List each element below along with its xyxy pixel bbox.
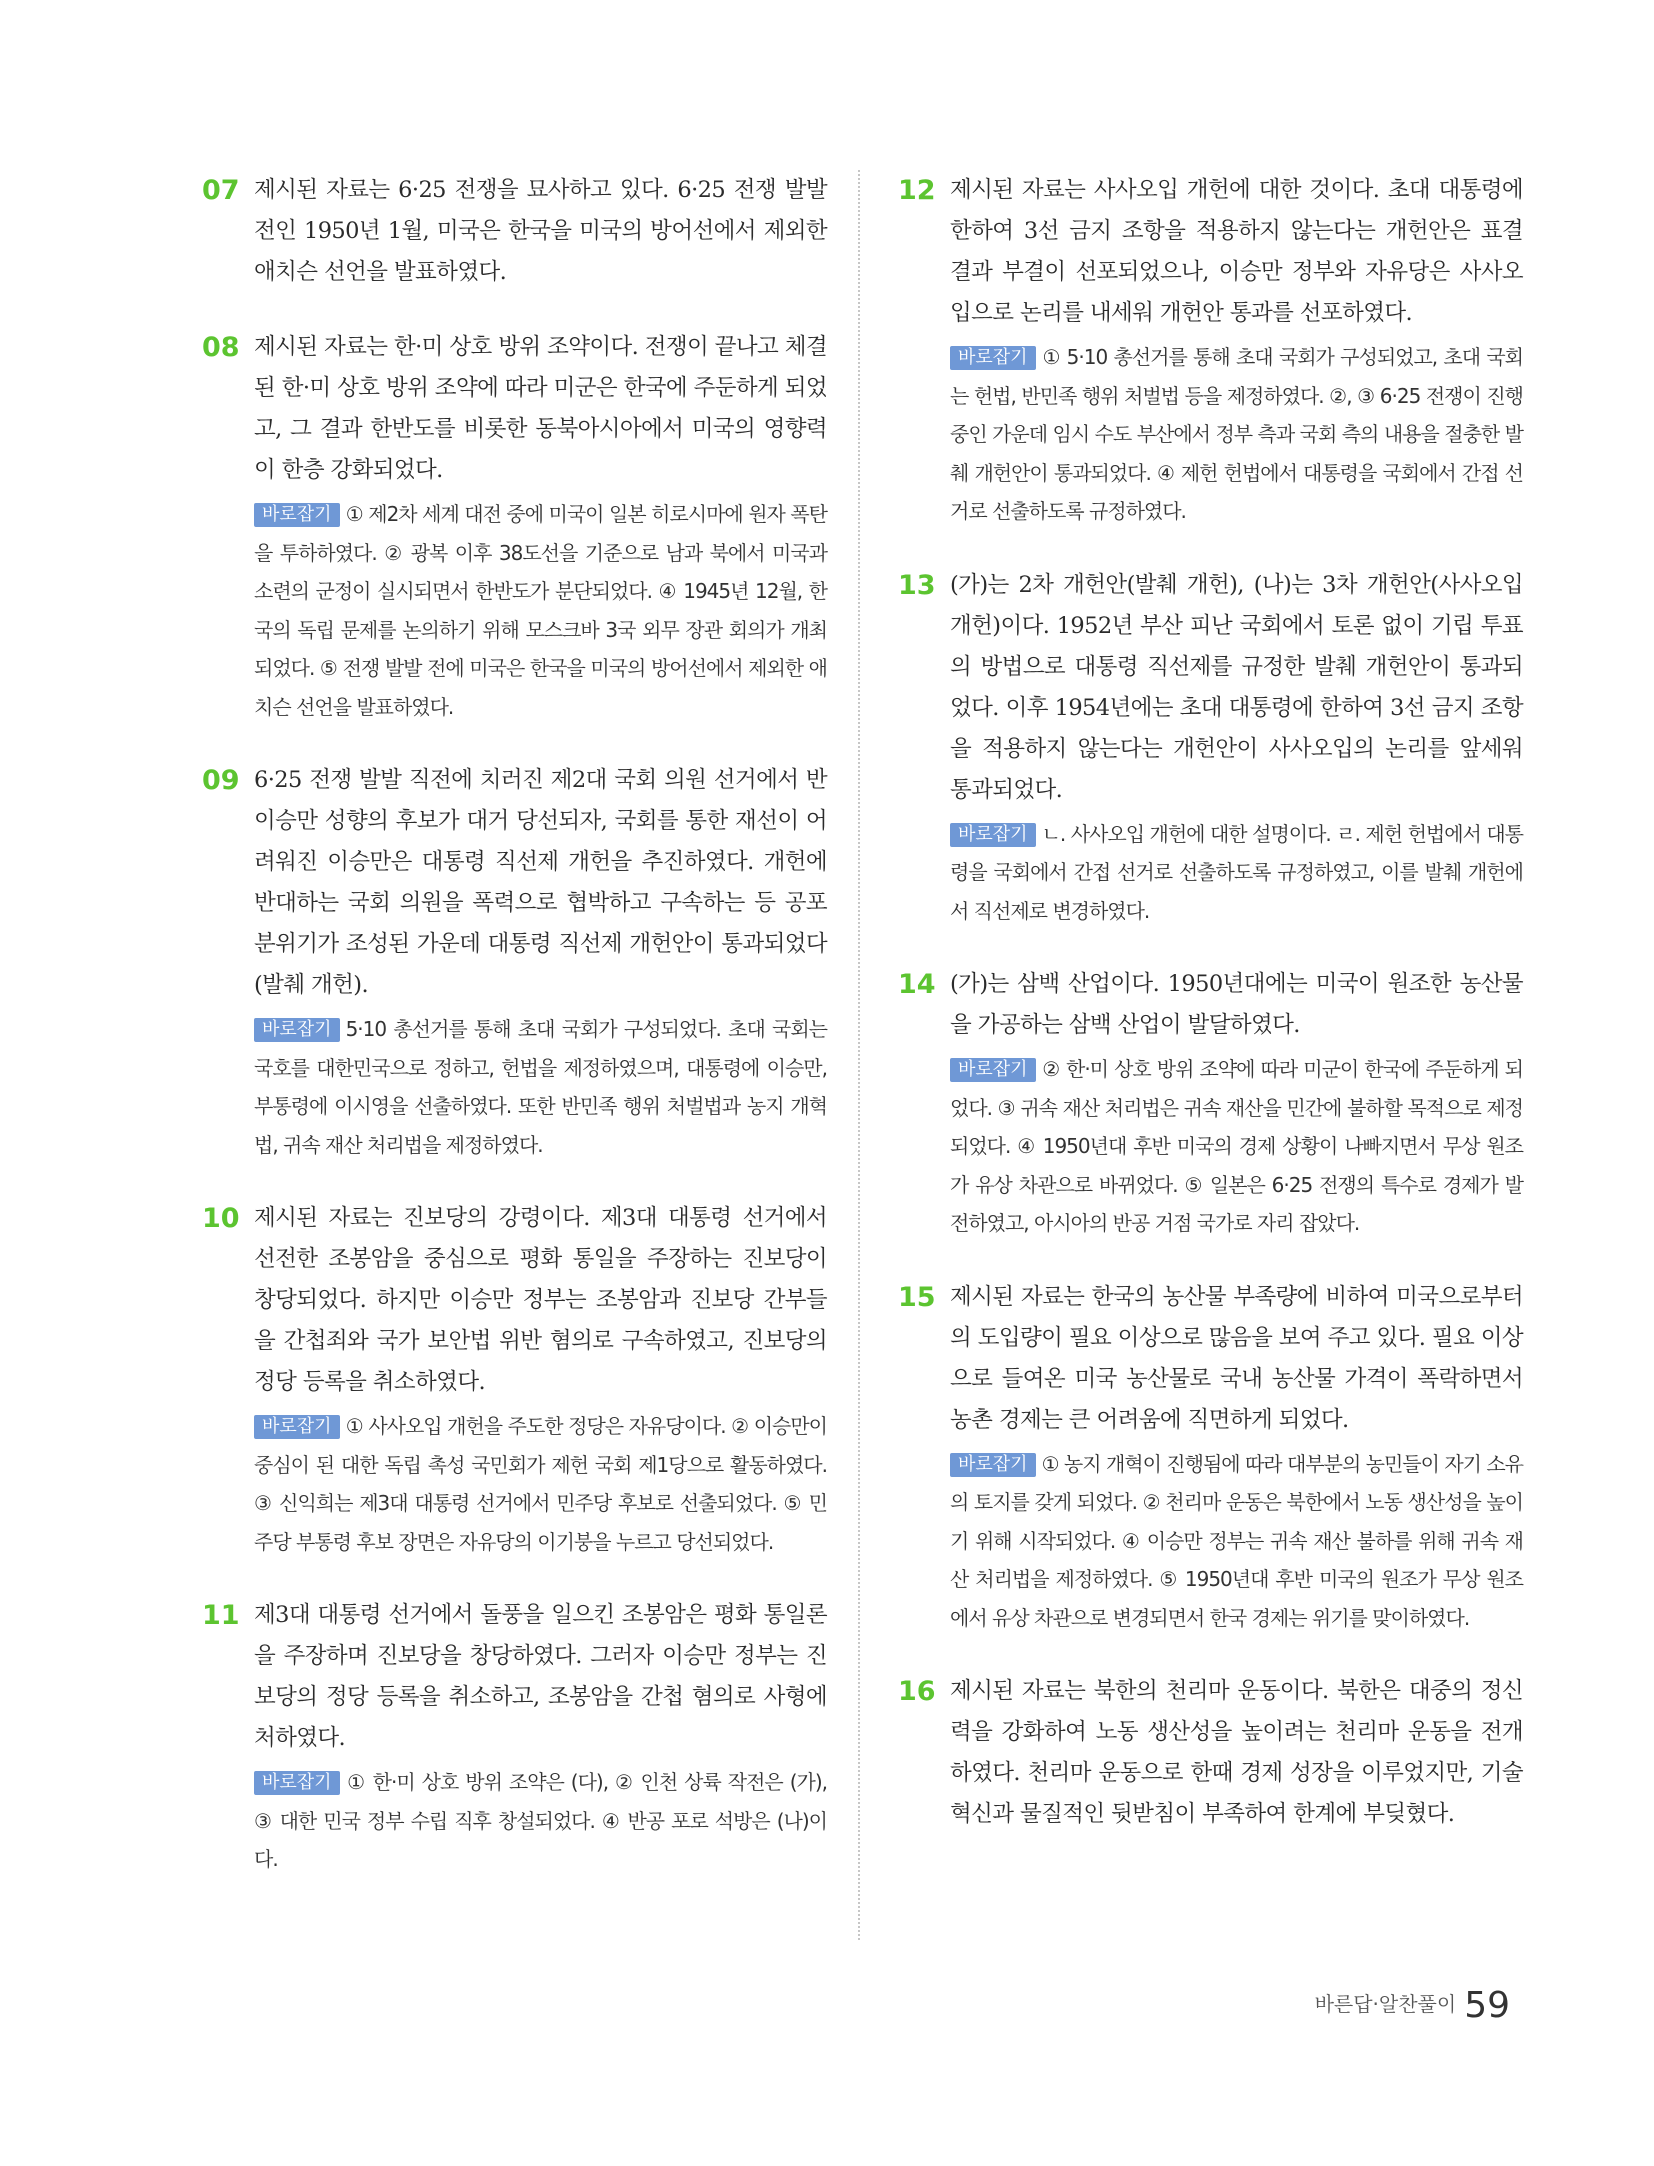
correction-tag: 바로잡기 [254,1771,340,1795]
item-explanation: 제시된 자료는 6·25 전쟁을 묘사하고 있다. 6·25 전쟁 발발 전인 1950년 1월, 미국은 한국을 미국의 방어선에서 제외한 애치슨 선언을 발표하였다. [254,177,827,285]
answer-item-07 [202,170,827,293]
correction-note [254,495,827,726]
item-number: 13 [898,569,936,601]
answer-item-12 [898,170,1523,531]
correction-tag: 바로잡기 [950,346,1036,370]
item-number: 15 [898,1281,936,1313]
item-number: 07 [202,175,240,206]
correction-text: ① 제2차 세계 대전 중에 미국이 일본 히로시마에 원자 폭탄을 투하하였다. ② 광복 이후 38도선을 기준으로 남과 북에서 미국과 소련의 군정이 실시되면서 한반도가 분단되었다. ④ 1945년 12월, 한국의 독립 문제를 논의하기 위해 모스크바 3국 외무 장관 회의가 개최되었다. ⑤ 전쟁 발발 전에 미국은 한국을 미국의 방어선에서 제외한 애치슨 선언을 발표하였다. [254,502,827,719]
item-explanation: (가)는 2차 개헌안(발췌 개헌), (나)는 3차 개헌안(사사오입 개헌)이다. 1952년 부산 피난 국회에서 토론 없이 기립 투표의 방법으로 대통령 직선제를 규정한 발췌 개헌안이 통과되었다. 이후 1954년에는 초대 대통령에 한하여 3선 금지 조항을 적용하지 않는다는 개헌안이 사사오입의 논리를 앞세워 통과되었다. [950,571,1523,803]
left-column [202,170,827,1879]
answer-item-14 [898,964,1523,1243]
correction-tag: 바로잡기 [254,1018,340,1042]
correction-tag: 바로잡기 [950,1058,1036,1082]
item-number: 09 [202,765,240,796]
correction-tag: 바로잡기 [950,823,1036,847]
answer-item-15 [898,1277,1523,1638]
item-explanation: 제시된 자료는 북한의 천리마 운동이다. 북한은 대중의 정신력을 강화하여 노동 생산성을 높이려는 천리마 운동을 전개하였다. 천리마 운동으로 한때 경제 성장을 이루었지만, 기술 혁신과 물질적인 뒷받침이 부족하여 한계에 부딪혔다. [950,1678,1523,1827]
correction-text: ① 5·10 총선거를 통해 초대 국회가 구성되었고, 초대 국회는 헌법, 반민족 행위 처벌법 등을 제정하였다. ②, ③ 6·25 전쟁이 진행 중인 가운데 임시 수도 부산에서 정부 측과 국회 측의 내용을 절충한 발췌 개헌안이 통과되었다. ④ 제헌 헌법에서 대통령을 국회에서 간접 선거로 선출하도록 규정하였다. [950,345,1523,523]
answer-item-10 [202,1198,827,1561]
answer-item-13 [898,565,1523,931]
footer-label: 바른답·알찬풀이 [1314,1992,1457,2016]
item-explanation: 제시된 자료는 한국의 농산물 부족량에 비하여 미국으로부터의 도입량이 필요 이상으로 많음을 보여 주고 있다. 필요 이상으로 들여온 미국 농산물로 국내 농산물 가격이 폭락하면서 농촌 경제는 큰 어려움에 직면하게 되었다. [950,1283,1523,1433]
item-number: 12 [898,175,936,206]
correction-text: ㄴ. 사사오입 개헌에 대한 설명이다. ㄹ. 제헌 헌법에서 대통령을 국회에서 간접 선거로 선출하도록 규정하였고, 이를 발췌 개헌에서 직선제로 변경하였다. [950,821,1523,923]
answer-item-08 [202,327,827,726]
item-explanation: 제시된 자료는 한·미 상호 방위 조약이다. 전쟁이 끝나고 체결된 한·미 상호 방위 조약에 따라 미군은 한국에 주둔하게 되었고, 그 결과 한반도를 비롯한 동북아시아에서 미국의 영향력이 한층 강화되었다. [254,334,827,483]
item-explanation: 제시된 자료는 진보당의 강령이다. 제3대 대통령 선거에서 선전한 조봉암을 중심으로 평화 통일을 주장하는 진보당이 창당되었다. 하지만 이승만 정부는 조봉암과 진보당 간부들을 간첩죄와 국가 보안법 위반 혐의로 구속하였고, 진보당의 정당 등록을 취소하였다. [254,1205,827,1395]
item-explanation: 제시된 자료는 사사오입 개헌에 대한 것이다. 초대 대통령에 한하여 3선 금지 조항을 적용하지 않는다는 개헌안은 표결 결과 부결이 선포되었으나, 이승만 정부와 자유당은 사사오입으로 논리를 내세워 개헌안 통과를 선포하였다. [950,177,1523,326]
item-number: 11 [202,1600,240,1631]
item-number: 14 [898,969,936,1000]
item-explanation: (가)는 삼백 산업이다. 1950년대에는 미국이 원조한 농산물을 가공하는 삼백 산업이 발달하였다. [950,971,1523,1038]
column-divider [858,170,860,1940]
correction-text: ② 한·미 상호 방위 조약에 따라 미군이 한국에 주둔하게 되었다. ③ 귀속 재산 처리법은 귀속 재산을 민간에 불하할 목적으로 제정되었다. ④ 1950년대 후반 미국의 경제 상황이 나빠지면서 무상 원조가 유상 차관으로 바뀌었다. ⑤ 일본은 6·25 전쟁의 특수로 경제가 발전하였고, 아시아의 반공 거점 국가로 자리 잡았다. [950,1057,1523,1235]
answer-item-16 [898,1671,1523,1835]
correction-text: ① 사사오입 개헌을 주도한 정당은 자유당이다. ② 이승만이 중심이 된 대한 독립 촉성 국민회가 제헌 국회 제1당으로 활동하였다. ③ 신익희는 제3대 대통령 선거에서 민주당 후보로 선출되었다. ⑤ 민주당 부통령 후보 장면은 자유당의 이기붕을 누르고 당선되었다. [254,1414,827,1554]
item-explanation: 6·25 전쟁 발발 직전에 치러진 제2대 국회 의원 선거에서 반이승만 성향의 후보가 대거 당선되자, 국회를 통한 재선이 어려워진 이승만은 대통령 직선제 개헌을 추진하였다. 개헌에 반대하는 국회 의원을 폭력으로 협박하고 구속하는 등 공포 분위기가 조성된 가운데 대통령 직선제 개헌안이 통과되었다(발췌 개헌). [254,767,827,998]
item-number: 10 [202,1203,240,1234]
correction-note [950,1445,1523,1638]
item-number: 08 [202,332,240,363]
correction-note [950,1050,1523,1243]
correction-note [254,1010,827,1164]
correction-text: ① 한·미 상호 방위 조약은 (다), ② 인천 상륙 작전은 (가), ③ 대한 민국 정부 수립 직후 창설되었다. ④ 반공 포로 석방은 (나)이다. [254,1770,827,1871]
answer-item-11 [202,1595,827,1879]
correction-tag: 바로잡기 [254,1415,340,1439]
correction-tag: 바로잡기 [254,503,340,527]
answer-item-09 [202,760,827,1164]
correction-note [254,1763,827,1879]
correction-note [950,815,1523,931]
correction-note [950,338,1523,531]
item-number: 16 [898,1676,936,1707]
correction-tag: 바로잡기 [950,1453,1036,1477]
correction-note [254,1407,827,1561]
right-column [898,170,1523,1835]
correction-text: 5·10 총선거를 통해 초대 국회가 구성되었다. 초대 국회는 국호를 대한민국으로 정하고, 헌법을 제정하였으며, 대통령에 이승만, 부통령에 이시영을 선출하였다. 또한 반민족 행위 처벌법과 농지 개혁법, 귀속 재산 처리법을 제정하였다. [254,1017,827,1157]
page-footer [1300,1985,1510,2026]
page-number: 59 [1464,1985,1510,2026]
correction-text: ① 농지 개혁이 진행됨에 따라 대부분의 농민들이 자기 소유의 토지를 갖게 되었다. ② 천리마 운동은 북한에서 노동 생산성을 높이기 위해 시작되었다. ④ 이승만 정부는 귀속 재산 불하를 위해 귀속 재산 처리법을 제정하였다. ⑤ 1950년대 후반 미국의 원조가 무상 원조에서 유상 차관으로 변경되면서 한국 경제는 위기를 맞이하였다. [950,1451,1523,1630]
item-explanation: 제3대 대통령 선거에서 돌풍을 일으킨 조봉암은 평화 통일론을 주장하며 진보당을 창당하였다. 그러자 이승만 정부는 진보당의 정당 등록을 취소하고, 조봉암을 간첩 혐의로 사형에 처하였다. [254,1602,827,1751]
